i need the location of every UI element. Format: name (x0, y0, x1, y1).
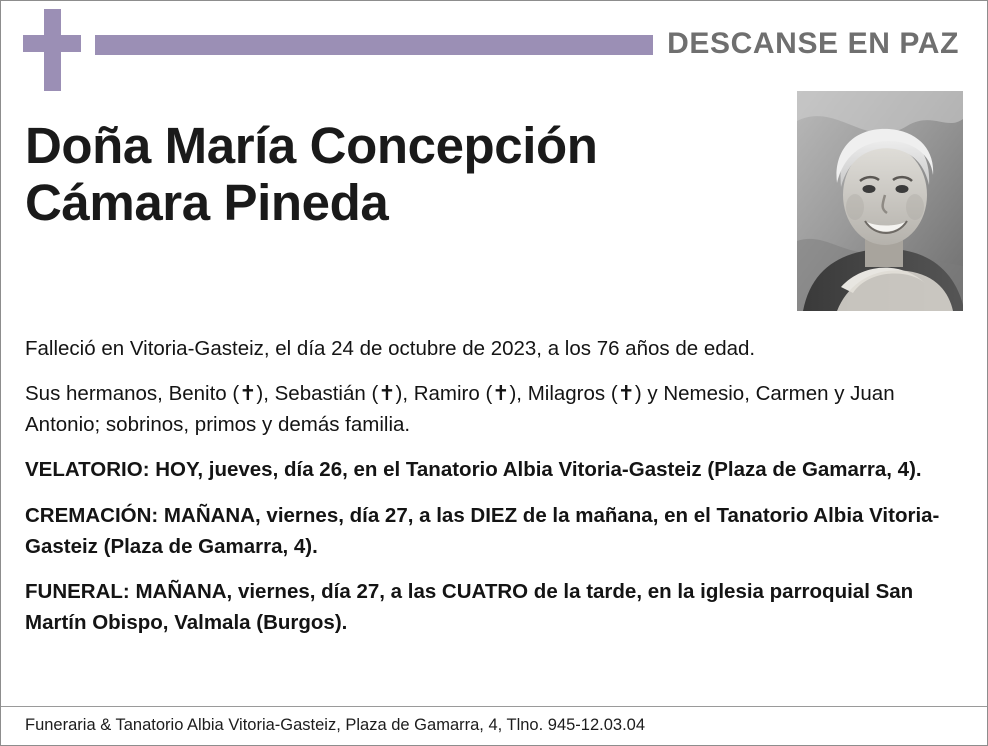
funeral-home-info: Funeraria & Tanatorio Albia Vitoria-Gasteiz, Plaza de Gamarra, 4, Tlno. 945-12.03.04 (25, 716, 646, 734)
cross-icon-horizontal (23, 35, 81, 52)
cross-icon (23, 9, 81, 91)
deceased-name-line-2: Cámara Pineda (25, 174, 389, 232)
name-and-portrait-block (1, 93, 987, 323)
family-text: Sus hermanos, Benito (✝), Sebastián (✝), Ramiro (✝), Milagros (✝) y Nemesio, Carmen y Juan Antonio; sobrinos, primos y demás familia. (25, 382, 895, 437)
footer-divider (1, 706, 987, 707)
cremacion-text: CREMACIÓN: MAÑANA, viernes, día 27, a las DIEZ de la mañana, en el Tanatorio Albia Vitoria-Gasteiz (Plaza de Gamarra, 4). (25, 503, 940, 558)
notice-header (1, 1, 987, 93)
avatar (797, 91, 963, 311)
velatorio-text: VELATORIO: HOY, jueves, día 26, en el Tanatorio Albia Vitoria-Gasteiz (Plaza de Gamarra, 4). (25, 458, 922, 482)
deceased-name-line-1: Doña María Concepción (25, 117, 598, 174)
death-info-text: Falleció en Vitoria-Gasteiz, el día 24 de octubre de 2023, a los 76 años de edad. (25, 337, 756, 360)
rest-in-peace-label: DESCANSE EN PAZ (653, 25, 965, 63)
funeral-text: FUNERAL: MAÑANA, viernes, día 27, a las CUATRO de la tarde, en la iglesia parroquial San Martín Obispo, Valmala (Burgos). (25, 579, 914, 635)
notice-body (1, 323, 987, 638)
